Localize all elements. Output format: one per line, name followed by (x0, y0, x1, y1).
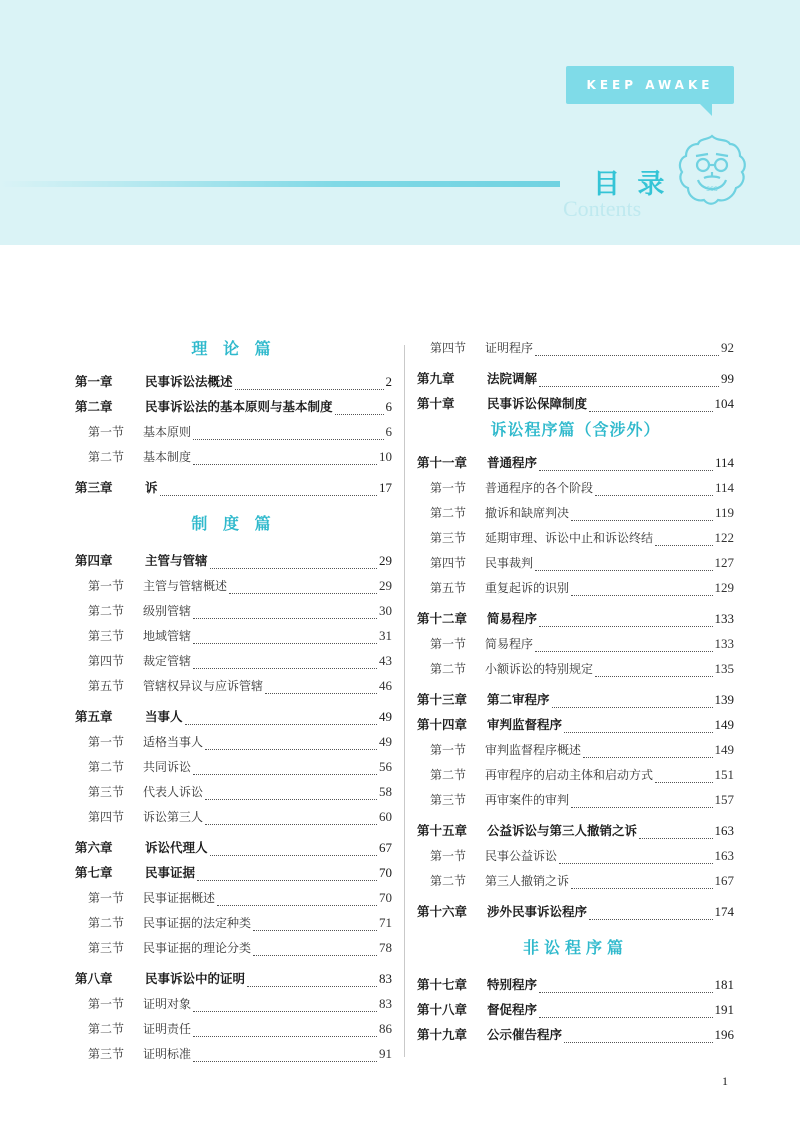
toc-entry[interactable] (75, 804, 392, 829)
toc-entry[interactable] (75, 548, 392, 573)
toc-entry[interactable] (75, 573, 392, 598)
chapter-title: 特别程序 (487, 977, 538, 992)
chapter-title: 诉讼代理人 (145, 840, 208, 855)
page-number: 174 (714, 904, 734, 919)
toc-entry[interactable] (417, 787, 734, 812)
section-number: 第一节 (430, 481, 467, 495)
chapter-title: 民事诉讼保障制度 (487, 396, 588, 411)
dot-leader (639, 829, 712, 839)
part-heading-non-litigation: 非讼程序篇 (522, 938, 628, 957)
dot-leader (210, 559, 377, 569)
dot-leader (217, 896, 377, 906)
section-title: 普通程序的各个阶段 (485, 481, 594, 495)
chapter-title: 民事诉讼法概述 (145, 374, 233, 389)
dot-leader (564, 1033, 712, 1043)
page-number: 135 (714, 661, 734, 676)
chapter-number: 第十二章 (417, 611, 468, 626)
section-title: 证明程序 (485, 341, 534, 355)
toc-entry[interactable] (417, 1022, 734, 1047)
dot-leader (655, 536, 712, 546)
dot-leader (539, 1008, 712, 1018)
dot-leader (552, 698, 713, 708)
page-number: 133 (714, 611, 734, 626)
section-title: 再审案件的审判 (485, 793, 570, 807)
section-title: 延期审理、诉讼中止和诉讼终结 (485, 531, 654, 545)
page-number: 149 (714, 742, 734, 757)
toc-entry[interactable] (417, 899, 734, 924)
section-title: 重复起诉的识别 (485, 581, 570, 595)
chapter-number: 第十七章 (417, 977, 468, 992)
toc-entry[interactable] (75, 598, 392, 623)
section-number: 第二节 (430, 506, 467, 520)
page-number: 127 (714, 555, 734, 570)
section-number: 第四节 (88, 810, 125, 824)
section-number: 第二节 (88, 916, 125, 930)
page-number: 31 (379, 628, 392, 643)
section-number: 第五节 (88, 679, 125, 693)
dot-leader (253, 921, 377, 931)
section-number: 第三节 (430, 793, 467, 807)
section-title: 民事公益诉讼 (485, 849, 558, 863)
section-number: 第四节 (88, 654, 125, 668)
section-number: 第四节 (430, 341, 467, 355)
section-title: 第三人撤销之诉 (485, 874, 570, 888)
dot-leader (539, 461, 713, 471)
section-number: 第二节 (88, 760, 125, 774)
toc-title: 目 录 (593, 169, 669, 200)
chapter-title: 普通程序 (487, 455, 538, 470)
page-number: 149 (714, 717, 734, 732)
dot-leader (539, 377, 719, 387)
section-title: 简易程序 (485, 637, 534, 651)
page-number: 58 (379, 784, 392, 799)
dot-leader (583, 748, 712, 758)
dot-leader (205, 815, 377, 825)
section-title: 小额诉讼的特别规定 (485, 662, 594, 676)
toc-entry[interactable] (75, 673, 392, 698)
part-heading-litigation: 诉讼程序篇（含涉外） (490, 420, 661, 439)
page-number: 6 (385, 424, 392, 439)
chapter-title: 第二审程序 (487, 692, 550, 707)
dot-leader (193, 634, 377, 644)
chapter-title: 审判监督程序 (487, 717, 563, 732)
toc-entry[interactable] (75, 754, 392, 779)
page-number: 91 (379, 1046, 392, 1061)
page-number: 157 (714, 792, 734, 807)
section-number: 第一节 (88, 891, 125, 905)
toc-entry[interactable] (75, 475, 392, 500)
dot-leader (564, 723, 712, 733)
section-number: 第三节 (88, 629, 125, 643)
toc-entry[interactable] (417, 843, 734, 868)
section-number: 第一节 (88, 997, 125, 1011)
toc-entry[interactable] (75, 729, 392, 754)
toc-entry[interactable] (417, 656, 734, 681)
page-number: 133 (714, 636, 734, 651)
toc-entry[interactable] (417, 762, 734, 787)
chapter-number: 第四章 (75, 553, 113, 568)
section-number: 第二节 (88, 1022, 125, 1036)
dot-leader (589, 910, 712, 920)
page-number: 71 (379, 915, 392, 930)
page-number: 49 (379, 734, 392, 749)
chapter-number: 第三章 (75, 480, 113, 495)
chapter-number: 第八章 (75, 971, 113, 986)
dot-leader (193, 1052, 377, 1062)
header-line (0, 181, 560, 187)
toc-entry[interactable] (75, 991, 392, 1016)
dot-leader (247, 977, 377, 987)
page-number: 139 (714, 692, 734, 707)
dot-leader (265, 684, 377, 694)
page-number: 83 (379, 996, 392, 1011)
toc-subtitle: Contents (563, 196, 642, 221)
toc-entry[interactable] (75, 910, 392, 935)
column-divider (404, 345, 405, 1057)
chapter-title: 督促程序 (487, 1002, 538, 1017)
toc-entry[interactable] (417, 972, 734, 997)
chapter-number: 第六章 (75, 840, 113, 855)
page-number: 167 (714, 873, 734, 888)
dot-leader (185, 715, 377, 725)
page-number: 60 (379, 809, 392, 824)
section-number: 第一节 (88, 735, 125, 749)
toc-entry[interactable] (417, 475, 734, 500)
toc-entry[interactable] (417, 868, 734, 893)
dot-leader (595, 486, 713, 496)
section-title: 级别管辖 (143, 604, 192, 618)
chapter-title: 法院调解 (487, 371, 538, 386)
toc-entry[interactable] (75, 860, 392, 885)
dot-leader (193, 659, 377, 669)
toc-entry[interactable] (75, 885, 392, 910)
toc-entry[interactable] (417, 737, 734, 762)
page-number: 46 (379, 678, 392, 693)
section-number: 第一节 (430, 849, 467, 863)
chapter-number: 第十五章 (417, 823, 468, 838)
toc-left-column (75, 335, 392, 1066)
page-number: 92 (721, 340, 734, 355)
chapter-title: 民事诉讼法的基本原则与基本制度 (145, 399, 333, 414)
page-number: 99 (721, 371, 734, 386)
dot-leader (193, 430, 383, 440)
toc-entry[interactable] (75, 935, 392, 960)
page-number: 6 (385, 399, 392, 414)
toc-entry[interactable] (417, 366, 734, 391)
page-number: 17 (379, 480, 392, 495)
section-title: 主管与管辖概述 (143, 579, 228, 593)
toc-entry[interactable] (75, 419, 392, 444)
page-number: 114 (714, 480, 734, 495)
page-number: 43 (379, 653, 392, 668)
section-number: 第三节 (88, 1047, 125, 1061)
dot-leader (535, 561, 712, 571)
toc-entry[interactable] (417, 550, 734, 575)
page-number: 119 (714, 505, 734, 520)
part-heading-theory: 理 论 篇 (191, 339, 276, 358)
page-number: 78 (379, 940, 392, 955)
page-number: 191 (714, 1002, 734, 1017)
toc-entry[interactable] (417, 500, 734, 525)
dot-leader (539, 983, 712, 993)
page-number: 67 (379, 840, 392, 855)
toc-entry[interactable] (75, 369, 392, 394)
section-title: 共同诉讼 (143, 760, 192, 774)
chapter-number: 第十九章 (417, 1027, 468, 1042)
section-number: 第三节 (88, 941, 125, 955)
chapter-number: 第二章 (75, 399, 113, 414)
section-number: 第三节 (88, 785, 125, 799)
page-number: 70 (379, 865, 392, 880)
toc-entry[interactable] (75, 966, 392, 991)
chapter-number: 第十三章 (417, 692, 468, 707)
dot-leader (210, 846, 377, 856)
chapter-number: 第五章 (75, 709, 113, 724)
toc-entry[interactable] (417, 631, 734, 656)
section-title: 诉讼第三人 (143, 810, 204, 824)
section-title: 证明标准 (143, 1047, 192, 1061)
toc-entry[interactable] (417, 575, 734, 600)
dot-leader (571, 798, 712, 808)
chapter-title: 诉 (145, 480, 158, 495)
section-title: 裁定管辖 (143, 654, 192, 668)
dot-leader (539, 617, 712, 627)
page-number: 114 (714, 455, 734, 470)
page-number: 129 (714, 580, 734, 595)
page-number: 49 (379, 709, 392, 724)
page-number: 2 (385, 374, 392, 389)
dot-leader (235, 380, 384, 390)
section-title: 地域管辖 (143, 629, 192, 643)
badge-tail (700, 104, 712, 116)
toc-right-column (417, 335, 734, 1047)
keep-awake-badge: KEEP AWAKE (566, 66, 734, 104)
chapter-title: 公益诉讼与第三人撤销之诉 (487, 823, 638, 838)
section-number: 第三节 (430, 531, 467, 545)
dot-leader (335, 405, 384, 415)
professor-logo-icon (674, 132, 750, 208)
section-title: 适格当事人 (143, 735, 204, 749)
section-title: 代表人诉讼 (143, 785, 204, 799)
page-number: 163 (714, 848, 734, 863)
dot-leader (571, 879, 712, 889)
dot-leader (559, 854, 712, 864)
toc-entry[interactable] (75, 704, 392, 729)
page-number: 29 (379, 578, 392, 593)
section-title: 民事裁判 (485, 556, 534, 570)
page-number: 29 (379, 553, 392, 568)
dot-leader (193, 1027, 377, 1037)
dot-leader (193, 609, 377, 619)
dot-leader (571, 511, 713, 521)
section-number: 第一节 (430, 743, 467, 757)
section-number: 第五节 (430, 581, 467, 595)
toc-entry[interactable] (417, 818, 734, 843)
page-number: 163 (714, 823, 734, 838)
part-heading-system: 制 度 篇 (191, 514, 276, 533)
section-number: 第四节 (430, 556, 467, 570)
chapter-number: 第七章 (75, 865, 113, 880)
logo-text: SSS (706, 186, 718, 193)
chapter-number: 第十八章 (417, 1002, 468, 1017)
section-title: 证明责任 (143, 1022, 192, 1036)
page-number: 30 (379, 603, 392, 618)
section-number: 第一节 (430, 637, 467, 651)
chapter-title: 主管与管辖 (145, 553, 208, 568)
dot-leader (253, 946, 377, 956)
page-number: 122 (714, 530, 734, 545)
dot-leader (193, 455, 377, 465)
section-number: 第二节 (430, 662, 467, 676)
dot-leader (655, 773, 712, 783)
chapter-title: 涉外民事诉讼程序 (487, 904, 588, 919)
section-number: 第二节 (88, 604, 125, 618)
dot-leader (160, 486, 377, 496)
chapter-number: 第十六章 (417, 904, 468, 919)
chapter-title: 当事人 (145, 709, 183, 724)
toc-entry[interactable] (417, 606, 734, 631)
dot-leader (197, 871, 377, 881)
dot-leader (193, 765, 377, 775)
section-title: 管辖权异议与应诉管辖 (143, 679, 264, 693)
toc-entry[interactable] (75, 444, 392, 469)
section-number: 第二节 (430, 768, 467, 782)
section-title: 民事证据的法定种类 (143, 916, 252, 930)
toc-entry[interactable] (417, 335, 734, 360)
dot-leader (205, 790, 377, 800)
section-number: 第一节 (88, 579, 125, 593)
chapter-number: 第十四章 (417, 717, 468, 732)
dot-leader (229, 584, 377, 594)
section-title: 基本原则 (143, 425, 192, 439)
toc-entry[interactable] (417, 450, 734, 475)
section-number: 第二节 (430, 874, 467, 888)
chapter-number: 第一章 (75, 374, 113, 389)
header-banner (0, 0, 800, 245)
section-title: 民事证据概述 (143, 891, 216, 905)
section-title: 再审程序的启动主体和启动方式 (485, 768, 654, 782)
toc-entry[interactable] (417, 525, 734, 550)
chapter-title: 公示催告程序 (487, 1027, 563, 1042)
page-number: 10 (379, 449, 392, 464)
section-title: 撤诉和缺席判决 (485, 506, 570, 520)
dot-leader (205, 740, 377, 750)
page-number: 151 (714, 767, 734, 782)
toc-entry[interactable] (417, 687, 734, 712)
section-title: 民事证据的理论分类 (143, 941, 252, 955)
section-number: 第二节 (88, 450, 125, 464)
toc-entry[interactable] (417, 712, 734, 737)
page-number: 83 (379, 971, 392, 986)
toc-entry[interactable] (75, 648, 392, 673)
toc-entry[interactable] (75, 779, 392, 804)
chapter-number: 第十章 (417, 396, 455, 411)
chapter-title: 民事诉讼中的证明 (145, 971, 246, 986)
chapter-title: 民事证据 (145, 865, 196, 880)
page-number: 56 (379, 759, 392, 774)
section-title: 审判监督程序概述 (485, 743, 582, 757)
page-number: 86 (379, 1021, 392, 1036)
toc-entry[interactable] (75, 835, 392, 860)
section-number: 第一节 (88, 425, 125, 439)
chapter-title: 简易程序 (487, 611, 538, 626)
page-number: 70 (379, 890, 392, 905)
dot-leader (571, 586, 712, 596)
page-number: 181 (714, 977, 734, 992)
chapter-number: 第九章 (417, 371, 455, 386)
chapter-number: 第十一章 (417, 455, 468, 470)
toc-entry[interactable] (75, 1016, 392, 1041)
page-number: 104 (714, 396, 734, 411)
toc-entry[interactable] (417, 391, 734, 416)
toc-entry[interactable] (417, 997, 734, 1022)
toc-entry[interactable] (75, 1041, 392, 1066)
dot-leader (595, 667, 712, 677)
dot-leader (589, 402, 712, 412)
dot-leader (193, 1002, 377, 1012)
toc-entry[interactable] (75, 623, 392, 648)
footer-page-number: 1 (722, 1074, 728, 1088)
toc-entry[interactable] (75, 394, 392, 419)
section-title: 基本制度 (143, 450, 192, 464)
page-number: 196 (714, 1027, 734, 1042)
dot-leader (535, 346, 719, 356)
dot-leader (535, 642, 712, 652)
section-title: 证明对象 (143, 997, 192, 1011)
